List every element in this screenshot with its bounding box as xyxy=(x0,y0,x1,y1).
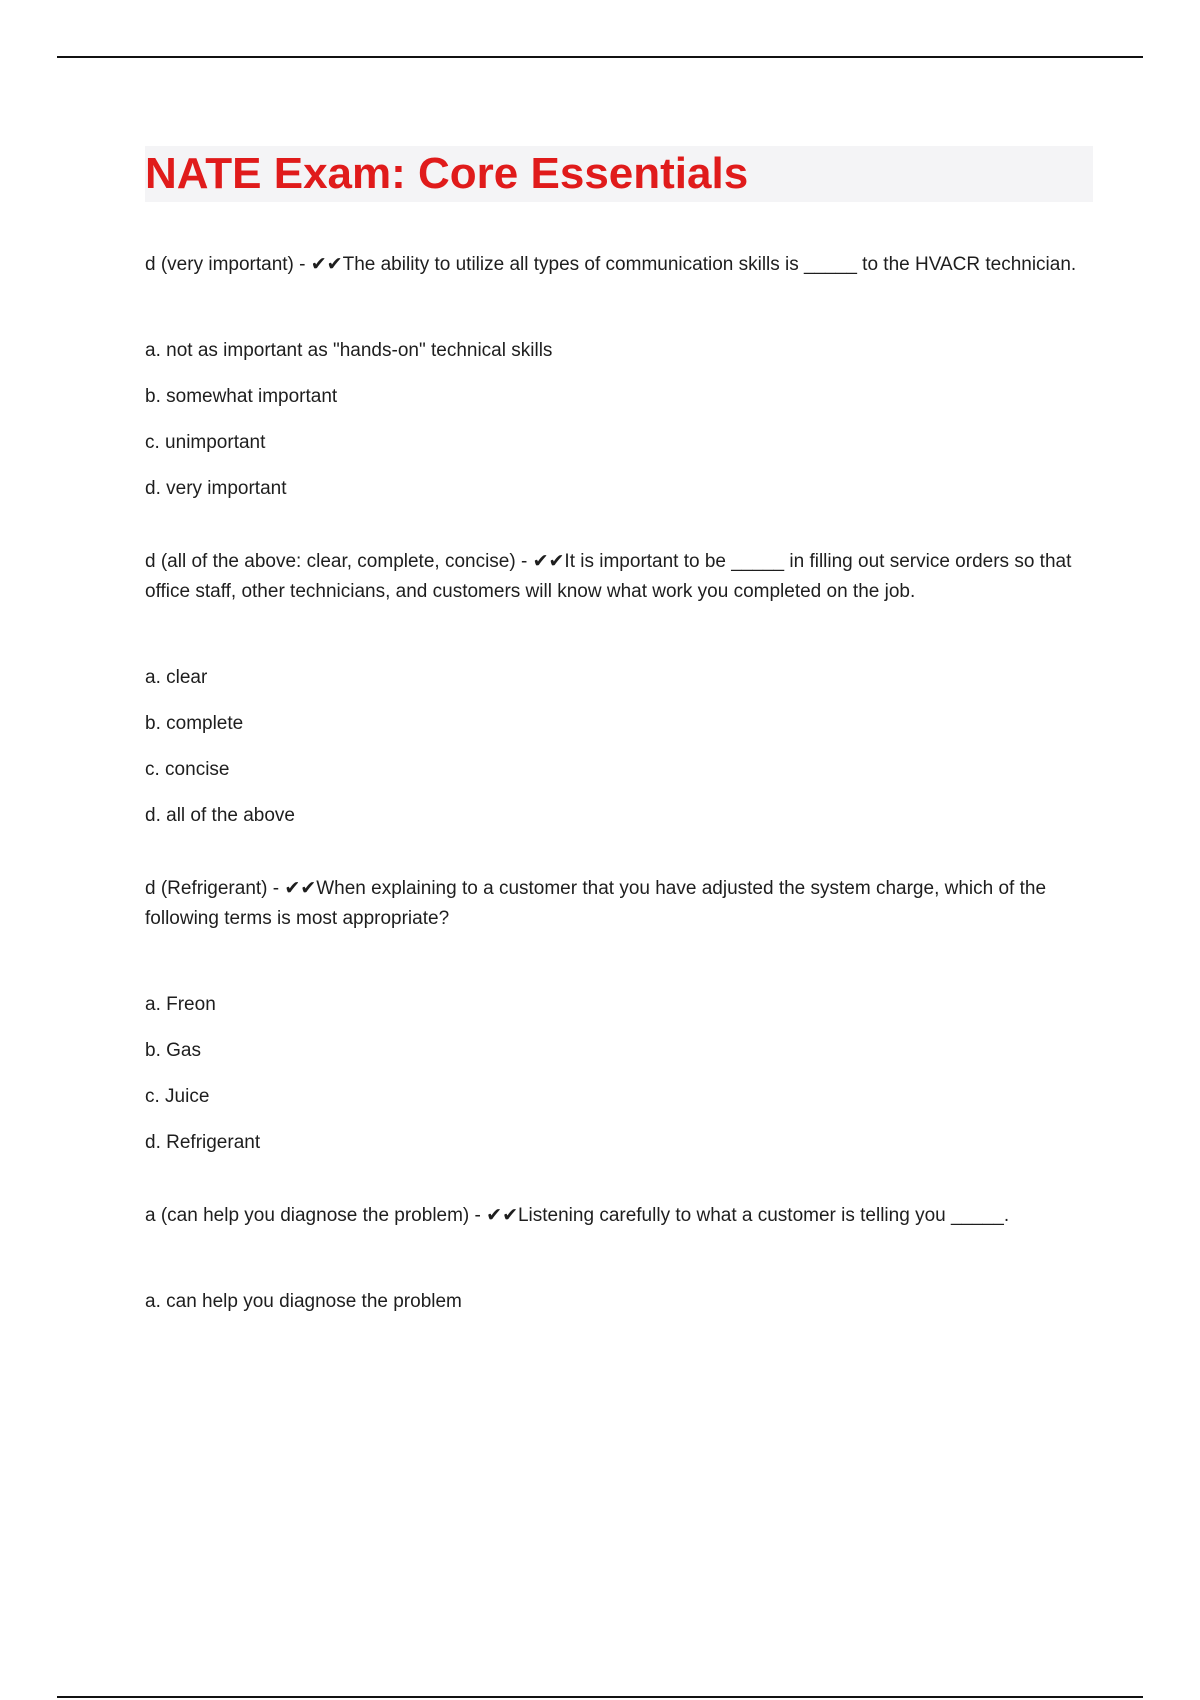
answer-option-a: a. not as important as "hands-on" technical skills xyxy=(145,340,553,361)
answer-option-c: c. concise xyxy=(145,759,230,780)
question-text: d (very important) - ✔✔The ability to utilize all types of communication skills is _____ to the HVACR technician. xyxy=(145,254,1077,275)
answer-option-a: a. can help you diagnose the problem xyxy=(145,1291,462,1312)
answer-option-a: a. Freon xyxy=(145,994,216,1015)
answer-option-d: d. all of the above xyxy=(145,805,295,826)
bottom-rule xyxy=(57,1696,1143,1698)
answer-option-c: c. Juice xyxy=(145,1086,210,1107)
answer-option-b: b. Gas xyxy=(145,1040,201,1061)
answer-option-d: d. very important xyxy=(145,478,287,499)
answer-option-b: b. complete xyxy=(145,713,244,734)
document-title: NATE Exam: Core Essentials xyxy=(145,149,749,198)
top-rule xyxy=(57,56,1143,58)
question-text: d (Refrigerant) - ✔✔When explaining to a customer that you have adjusted the system charge, which of the following terms is most appropriate? xyxy=(145,878,1047,929)
question-block-1 xyxy=(145,250,1095,501)
answer-option-b: b. somewhat important xyxy=(145,386,338,407)
document-body xyxy=(145,146,1095,1314)
question-block-4 xyxy=(145,1201,1095,1314)
title-band xyxy=(145,146,1093,202)
question-text: d (all of the above: clear, complete, concise) - ✔✔It is important to be _____ in filling out service orders so that office staff, other technicians, and customers will know what work you completed on the job. xyxy=(145,551,1072,602)
answer-option-d: d. Refrigerant xyxy=(145,1132,261,1153)
answer-options xyxy=(145,1290,1095,1314)
question-text: a (can help you diagnose the problem) - ✔✔Listening carefully to what a customer is telling you _____. xyxy=(145,1205,1010,1226)
answer-option-a: a. clear xyxy=(145,667,208,688)
answer-options xyxy=(145,993,1095,1155)
answer-options xyxy=(145,339,1095,501)
answer-options xyxy=(145,666,1095,828)
question-block-2 xyxy=(145,547,1095,828)
answer-option-c: c. unimportant xyxy=(145,432,266,453)
question-block-3 xyxy=(145,874,1095,1155)
